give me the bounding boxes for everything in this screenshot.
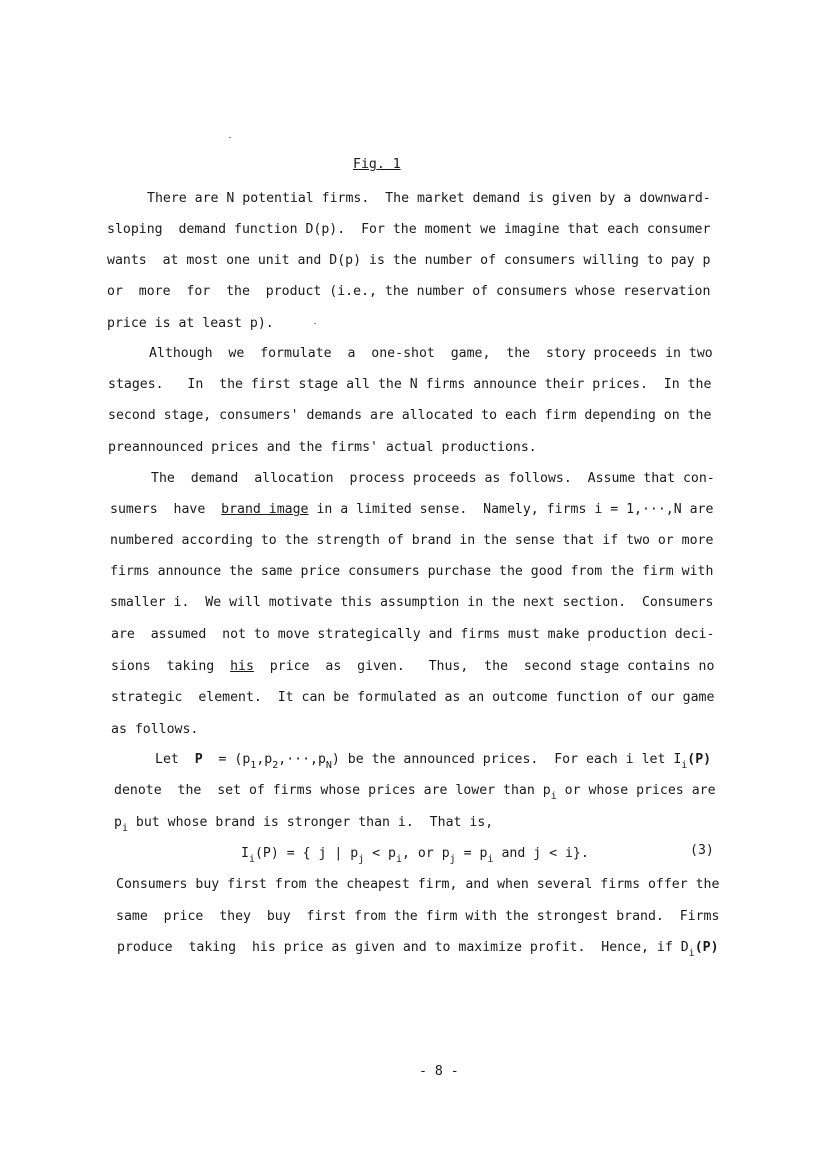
scan-speck [229, 137, 231, 138]
text-line: sumers have brand image in a limited sense. Namely, firms i = 1,···,N are [110, 502, 714, 517]
page-number: - 8 - [419, 1064, 459, 1079]
text-line: price is at least p). [107, 316, 274, 331]
text-line: Consumers buy first from the cheapest firm, and when several firms offer the [116, 877, 720, 892]
text-line: are assumed not to move strategically and firms must make production deci- [111, 627, 715, 642]
text-line: wants at most one unit and D(p) is the number of consumers willing to pay p [107, 253, 711, 268]
text-line: Although we formulate a one-shot game, the story proceeds in two [149, 346, 713, 361]
text-line: second stage, consumers' demands are allocated to each firm depending on the [108, 408, 712, 423]
text-line: The demand allocation process proceeds as follows. Assume that con- [151, 471, 715, 486]
text-line: sloping demand function D(p). For the moment we imagine that each consumer [107, 222, 711, 237]
figure-heading: Fig. 1 [353, 157, 401, 172]
underlined-term: brand image [221, 502, 309, 517]
text-line: or more for the product (i.e., the number of consumers whose reservation [107, 284, 711, 299]
text-line: as follows. [111, 722, 199, 737]
text-line: smaller i. We will motivate this assumption in the next section. Consumers [110, 595, 714, 610]
text-line: numbered according to the strength of brand in the sense that if two or more [110, 533, 714, 548]
underlined-term: his [230, 659, 254, 674]
text-line: denote the set of firms whose prices are lower than $p_i$ or whose prices are [114, 783, 716, 802]
text-line: preannounced prices and the firms' actual productions. [108, 440, 537, 455]
text-line: strategic element. It can be formulated as an outcome function of our game [111, 690, 715, 705]
text-line: sions taking his price as given. Thus, the second stage contains no [111, 659, 715, 674]
text-line: Let $P = (p_1,p_2,\cdot\cdot\cdot,p_N)$ be the announced prices. For each i let $I_i(P)$ [155, 752, 712, 771]
text-line: firms announce the same price consumers purchase the good from the firm with [110, 564, 714, 579]
text-line: $p_i$ but whose brand is stronger than i. That is, [114, 815, 494, 834]
scan-speck [314, 323, 316, 324]
equation: $I_i(P)$ = { j | $p_j < p_i$, or $p_j = p_i$ and j < i}. [241, 846, 589, 865]
text-line: same price they buy first from the firm with the strongest brand. Firms [116, 909, 720, 924]
equation-number: (3) [690, 843, 714, 858]
text-line: There are N potential firms. The market demand is given by a downward- [147, 191, 711, 206]
text-line: stages. In the first stage all the N firms announce their prices. In the [108, 377, 712, 392]
text-line: produce taking his price as given and to maximize profit. Hence, if $D_i(P)$ [117, 940, 719, 959]
